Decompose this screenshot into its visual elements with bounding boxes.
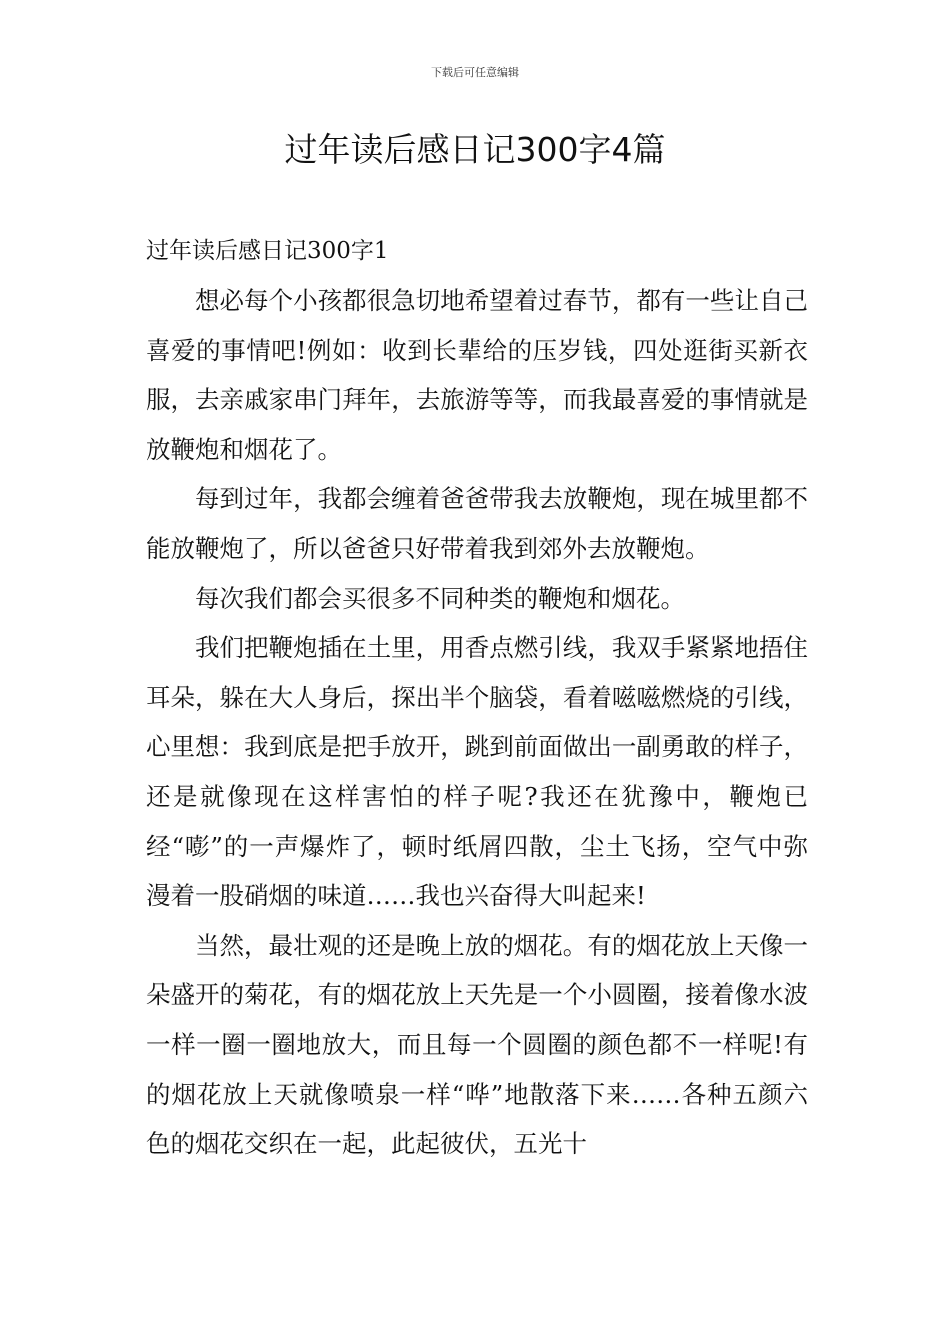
paragraph-5: 当然，最壮观的还是晚上放的烟花。有的烟花放上天像一朵盛开的菊花，有的烟花放上天先是一个小圆圈，接着像水波一样一圈一圈地放大，而且每一个圆圈的颜色都不一样呢!有的烟花放上天就像喷泉一样“哗”地散落下来……各种五颜六色的烟花交织在一起，此起彼伏，五光十 <box>146 930 808 1159</box>
paragraph-1: 想必每个小孩都很急切地希望着过春节，都有一些让自己喜爱的事情吧!例如：收到长辈给的压岁钱，四处逛街买新衣服，去亲戚家串门拜年，去旅游等等，而我最喜爱的事情就是放鞭炮和烟花了。 <box>146 286 808 464</box>
paragraph-2: 每到过年，我都会缠着爸爸带我去放鞭炮，现在城里都不能放鞭炮了，所以爸爸只好带着我到郊外去放鞭炮。 <box>146 484 808 563</box>
header-note: 下载后可任意编辑 <box>431 66 519 79</box>
section-heading: 过年读后感日记300字1 <box>146 238 389 264</box>
page-title: 过年读后感日记300字4篇 <box>284 130 666 169</box>
paragraph-4: 我们把鞭炮插在土里，用香点燃引线，我双手紧紧地捂住耳朵，躲在大人身后，探出半个脑袋，看着嗞嗞燃烧的引线，心里想：我到底是把手放开，跳到前面做出一副勇敢的样子，还是就像现在这样害怕的样子呢?我还在犹豫中，鞭炮已经“嘭”的一声爆炸了，顿时纸屑四散，尘土飞扬，空气中弥漫着一股硝烟的味道……我也兴奋得大叫起来! <box>146 633 808 911</box>
paragraph-3: 每次我们都会买很多不同种类的鞭炮和烟花。 <box>195 583 685 613</box>
document-body <box>146 226 808 1169</box>
